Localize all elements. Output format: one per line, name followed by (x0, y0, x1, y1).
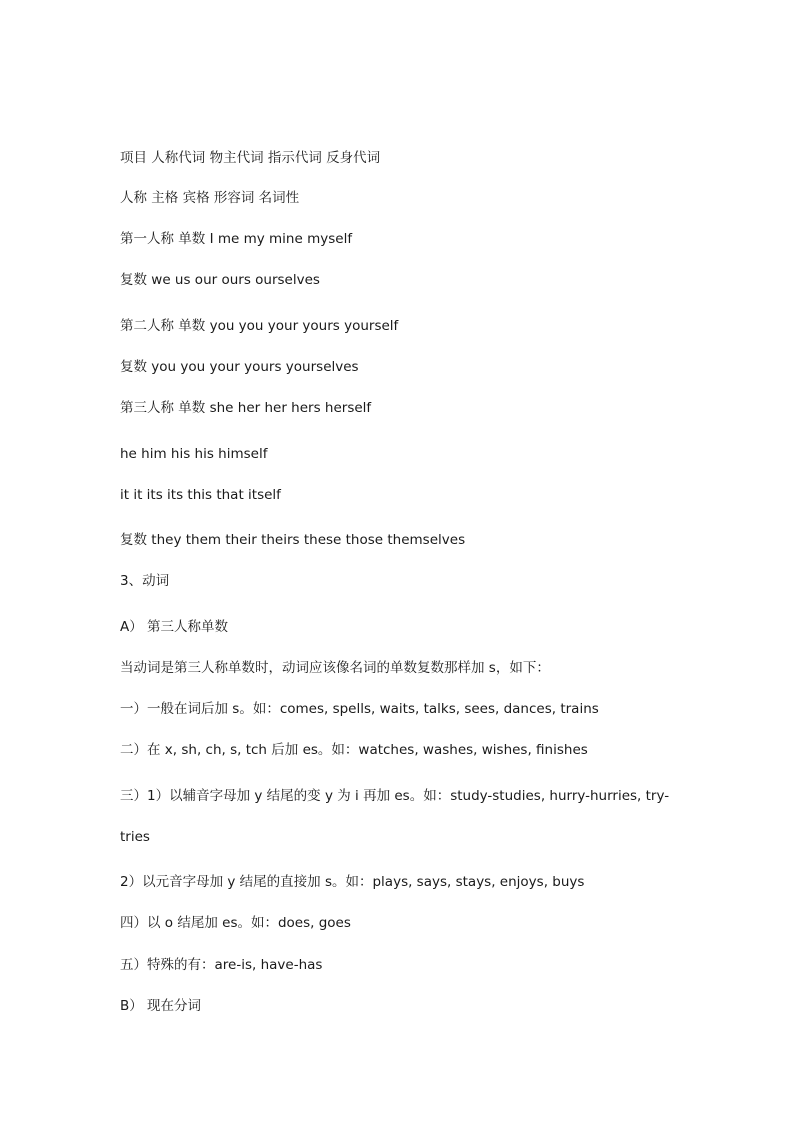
section-heading-verbs: 3、动词 (120, 573, 170, 589)
first-person-singular-row: 第一人称 单数 I me my mine myself (120, 231, 353, 247)
third-person-singular-she-row: 第三人称 单数 she her her hers herself (120, 400, 372, 416)
first-person-plural-row: 复数 we us our ours ourselves (120, 272, 320, 288)
rule-three-part-two-paragraph: 2）以元音字母加 y 结尾的直接加 s。如：plays, says, stays, enjoys, buys (120, 874, 585, 890)
case-header-row: 人称 主格 宾格 形容词 名词性 (120, 190, 300, 206)
rule-three-part-one-paragraph: 三）1）以辅音字母加 y 结尾的变 y 为 i 再加 es。如：study-studies, hurry-hurries, try- (120, 788, 670, 804)
third-person-plural-row: 复数 they them their theirs these those themselves (120, 532, 466, 548)
subsection-heading-third-person-singular: A） 第三人称单数 (120, 619, 229, 635)
rule-five-paragraph: 五）特殊的有：are-is, have-has (120, 957, 323, 973)
table-header-row: 项目 人称代词 物主代词 指示代词 反身代词 (120, 150, 381, 166)
subsection-heading-present-participle: B） 现在分词 (120, 998, 202, 1014)
third-person-singular-it-row: it it its its this that itself (120, 487, 281, 503)
rule-three-part-one-continuation: tries (120, 829, 150, 845)
rule-four-paragraph: 四）以 o 结尾加 es。如：does, goes (120, 915, 351, 931)
third-person-singular-he-row: he him his his himself (120, 446, 268, 462)
second-person-singular-row: 第二人称 单数 you you your yours yourself (120, 318, 399, 334)
second-person-plural-row: 复数 you you your yours yourselves (120, 359, 359, 375)
rule-one-paragraph: 一）一般在词后加 s。如：comes, spells, waits, talks, sees, dances, trains (120, 701, 599, 717)
rule-intro-paragraph: 当动词是第三人称单数时，动词应该像名词的单数复数那样加 s，如下： (120, 660, 550, 676)
rule-two-paragraph: 二）在 x, sh, ch, s, tch 后加 es。如：watches, washes, wishes, finishes (120, 742, 588, 758)
